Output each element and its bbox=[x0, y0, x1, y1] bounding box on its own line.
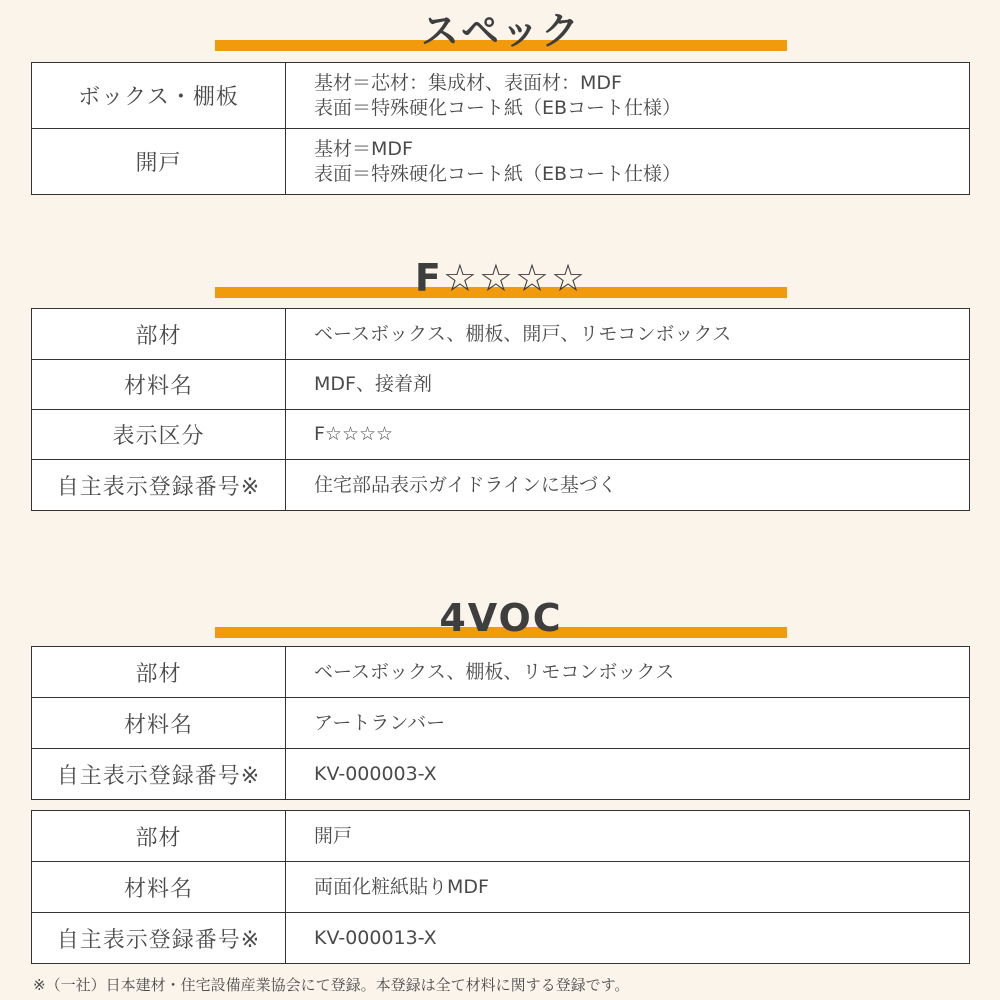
table-row bbox=[32, 647, 970, 698]
row-value: MDF、接着剤 bbox=[286, 360, 970, 410]
spec-section-title: スペック bbox=[420, 9, 581, 53]
table-row bbox=[32, 63, 970, 129]
row-value: 開戸 bbox=[286, 811, 970, 862]
table-row bbox=[32, 129, 970, 195]
row-value bbox=[286, 63, 970, 129]
value-line: 基材＝芯材：集成材、表面材：MDF bbox=[314, 71, 622, 94]
row-value: F☆☆☆☆ bbox=[286, 410, 970, 460]
row-label: ボックス・棚板 bbox=[32, 63, 286, 129]
table-row bbox=[32, 460, 970, 511]
row-value: ベースボックス、棚板、開戸、リモコンボックス bbox=[286, 309, 970, 360]
row-value: ベースボックス、棚板、リモコンボックス bbox=[286, 647, 970, 698]
table-row bbox=[32, 862, 970, 913]
row-label: 部材 bbox=[32, 811, 286, 862]
f4star-section-title: F☆☆☆☆ bbox=[414, 256, 588, 300]
f4star-table bbox=[31, 308, 970, 511]
row-label: 自主表示登録番号※ bbox=[32, 749, 286, 800]
voc-section-title: 4VOC bbox=[439, 596, 563, 640]
voc-table-a bbox=[31, 646, 970, 800]
voc-section-heading bbox=[215, 592, 787, 638]
table-row bbox=[32, 410, 970, 460]
row-label: 部材 bbox=[32, 309, 286, 360]
row-label: 開戸 bbox=[32, 129, 286, 195]
value-line: 表面＝特殊硬化コート紙（EBコート仕様） bbox=[314, 96, 682, 119]
registration-footnote: ※（一社）日本建材・住宅設備産業協会にて登録。本登録は全て材料に関する登録です。 bbox=[33, 976, 630, 994]
table-row bbox=[32, 309, 970, 360]
voc-table-b bbox=[31, 810, 970, 964]
row-label: 表示区分 bbox=[32, 410, 286, 460]
spec-table bbox=[31, 62, 970, 195]
row-label: 自主表示登録番号※ bbox=[32, 913, 286, 964]
row-value: 両面化粧紙貼りMDF bbox=[286, 862, 970, 913]
row-label: 部材 bbox=[32, 647, 286, 698]
table-row bbox=[32, 913, 970, 964]
row-value bbox=[286, 129, 970, 195]
row-value: アートランバー bbox=[286, 698, 970, 749]
value-line: 基材＝MDF bbox=[314, 137, 413, 160]
row-value: KV-000003-X bbox=[286, 749, 970, 800]
spec-section-heading bbox=[215, 5, 787, 51]
row-label: 自主表示登録番号※ bbox=[32, 460, 286, 511]
value-line: 表面＝特殊硬化コート紙（EBコート仕様） bbox=[314, 162, 682, 185]
table-row bbox=[32, 811, 970, 862]
table-row bbox=[32, 698, 970, 749]
table-row bbox=[32, 360, 970, 410]
row-label: 材料名 bbox=[32, 862, 286, 913]
row-label: 材料名 bbox=[32, 360, 286, 410]
table-row bbox=[32, 749, 970, 800]
row-value: 住宅部品表示ガイドラインに基づく bbox=[286, 460, 970, 511]
row-value: KV-000013-X bbox=[286, 913, 970, 964]
row-label: 材料名 bbox=[32, 698, 286, 749]
f4star-section-heading bbox=[215, 252, 787, 298]
